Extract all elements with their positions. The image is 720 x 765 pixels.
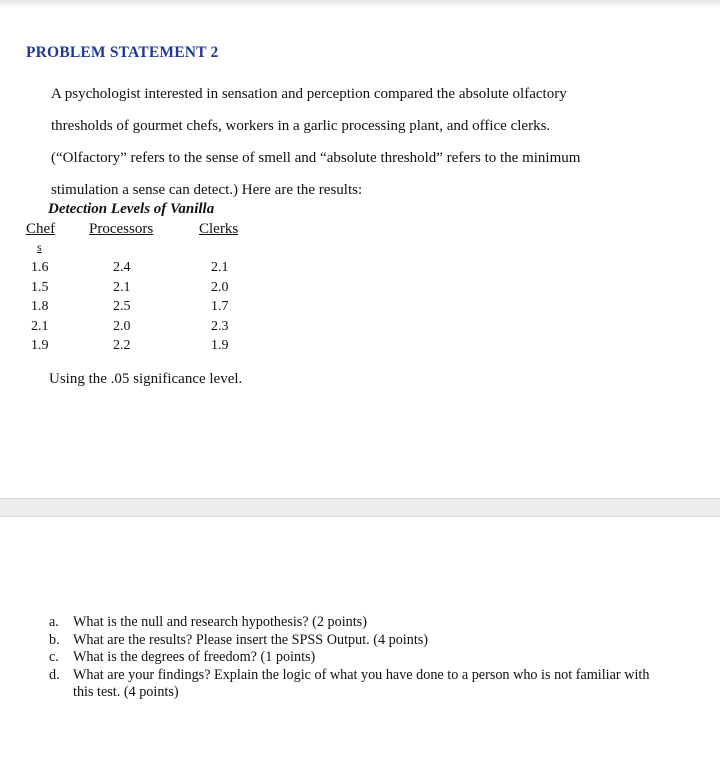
column-header-processors: Processors (89, 221, 154, 237)
column-header-clerks: Clerks (199, 221, 239, 237)
table-cell: 1.6 (31, 260, 49, 275)
question-text: What is the null and research hypothesis? (2 points) (73, 614, 367, 630)
table-cell: 2.0 (211, 279, 229, 295)
table-cell: 1.7 (211, 299, 229, 314)
column-subheader-chef: s (37, 240, 42, 254)
table-title: Detection Levels of Vanilla (48, 201, 215, 217)
table-cell: 2.0 (113, 318, 131, 334)
problem-paragraph (51, 78, 651, 206)
table-cell: 2.4 (113, 260, 131, 275)
table-cell: 1.5 (31, 279, 49, 295)
paragraph-line: stimulation a sense can detect.) Here are the results: (51, 182, 363, 198)
column-header-chef: Chef (26, 221, 56, 237)
table-cell: 2.1 (211, 260, 229, 275)
table-cell: 2.1 (31, 318, 49, 334)
column-values-chef (31, 258, 49, 356)
column-values-clerks (211, 258, 229, 356)
question-text: What is the degrees of freedom? (1 points) (73, 649, 316, 666)
question-marker: d. (49, 666, 60, 683)
table-cell: 1.9 (31, 338, 49, 353)
question-text: What are the results? Please insert the SPSS Output. (4 points) (73, 631, 429, 648)
table-cell: 1.9 (211, 338, 229, 353)
question-marker: c. (49, 649, 59, 666)
question-list (49, 614, 669, 702)
table-cell: 2.2 (113, 338, 131, 353)
page-break (0, 498, 720, 517)
question-item (49, 667, 669, 702)
question-item (49, 649, 669, 667)
column-values-processors (113, 258, 131, 356)
table-cell: 1.8 (31, 299, 49, 314)
question-item (49, 632, 669, 650)
paragraph-line: (“Olfactory” refers to the sense of smell and “absolute threshold” refers to the minimum (51, 150, 581, 166)
question-marker: b. (49, 631, 60, 648)
paragraph-line: A psychologist interested in sensation and perception compared the absolute olfactory (51, 86, 567, 102)
paragraph-line: thresholds of gourmet chefs, workers in a garlic processing plant, and office clerks. (51, 118, 551, 134)
table-cell: 2.5 (113, 299, 131, 314)
question-text: What are your findings? Explain the logic of what you have done to a person who is not familiar with this test. (4 points) (73, 666, 650, 701)
question-item (49, 614, 669, 632)
significance-instruction: Using the .05 significance level. (49, 371, 243, 387)
question-marker: a. (49, 614, 59, 630)
table-cell: 2.3 (211, 318, 229, 334)
table-cell: 2.1 (113, 279, 131, 295)
page-top-edge (0, 0, 720, 8)
problem-heading: PROBLEM STATEMENT 2 (26, 44, 219, 61)
